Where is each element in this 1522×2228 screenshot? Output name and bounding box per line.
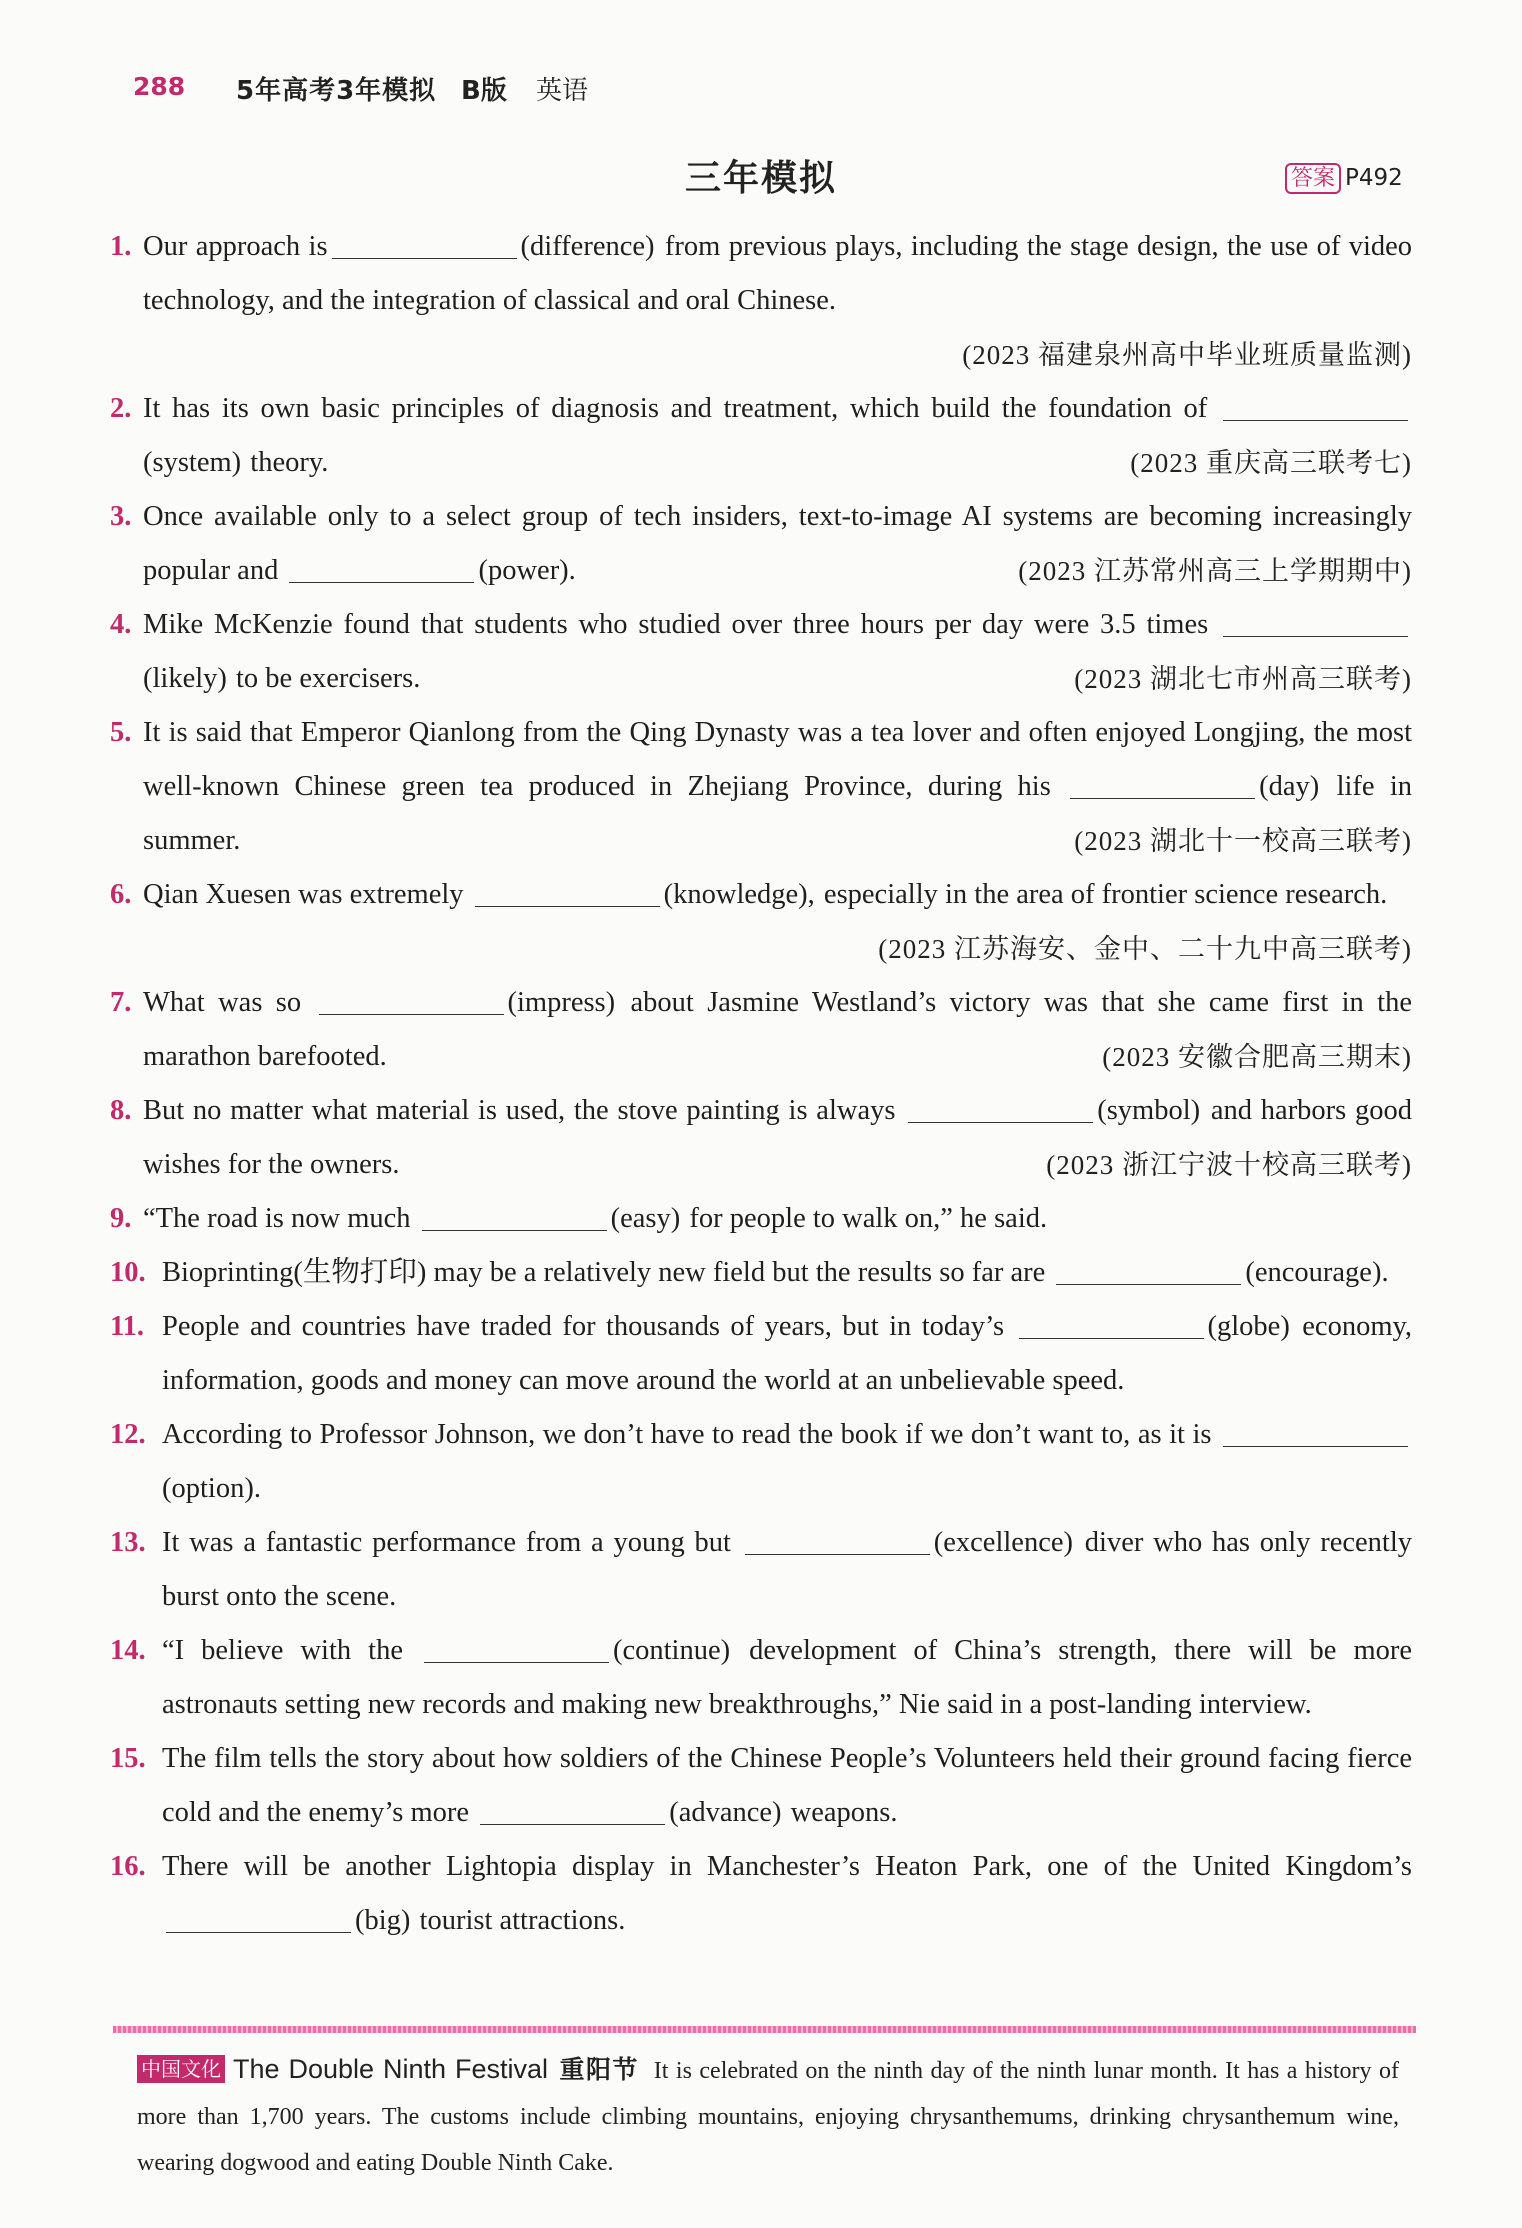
question-source: (2023 江苏常州高三上学期期中) [1018, 556, 1412, 586]
question-item [110, 1624, 1412, 1732]
question-text: from previous plays, including the stage design, the use of video technology, and the integration of classical and oral Chinese. [143, 231, 1413, 316]
question-source: (2023 重庆高三联考七) [1130, 448, 1412, 478]
question-text: Mike McKenzie found that students who studied over three hours per day were 3.5 times [143, 609, 1209, 640]
question-item [110, 1246, 1412, 1300]
word-hint: (option). [162, 1473, 261, 1504]
answer-blank[interactable] [1056, 1254, 1241, 1285]
question-number: 10. [110, 1257, 146, 1288]
question-text: Our approach is [143, 231, 328, 262]
question-text: tourist attractions. [419, 1905, 626, 1936]
section-title: 三年模拟 [684, 158, 837, 199]
answer-blank[interactable] [422, 1200, 607, 1231]
question-item [110, 1516, 1412, 1624]
question-item [110, 1840, 1412, 1948]
book-title: 5年高考3年模拟 [236, 76, 437, 106]
question-text: Qian Xuesen was extremely [143, 879, 464, 910]
question-source: (2023 安徽合肥高三期末) [1102, 1042, 1412, 1072]
question-text: for people to walk on,” he said. [689, 1203, 1048, 1234]
question-item [110, 220, 1412, 382]
answer-blank[interactable] [1019, 1308, 1204, 1339]
word-hint: (likely) [143, 663, 227, 694]
question-source: (2023 湖北十一校高三联考) [1074, 826, 1412, 856]
culture-tag: 中国文化 [137, 2055, 225, 2083]
word-hint: (day) [1259, 771, 1320, 802]
edition-label: B版 [461, 76, 507, 106]
question-text: What was so [143, 987, 302, 1018]
question-text: The film tells the story about how soldiers of the Chinese People’s Volunteers held their ground facing fierce cold and the enemy’s more [162, 1743, 1412, 1828]
question-item [110, 1732, 1412, 1840]
word-hint: (excellence) [933, 1527, 1073, 1558]
word-hint: (encourage). [1245, 1257, 1389, 1288]
question-item [110, 1192, 1412, 1246]
question-number: 9. [110, 1203, 132, 1234]
question-text: especially in the area of frontier science research. [823, 879, 1388, 910]
question-item [110, 490, 1412, 598]
question-item [110, 1084, 1412, 1192]
answer-blank[interactable] [332, 228, 517, 259]
question-text: People and countries have traded for thousands of years, but in today’s [162, 1311, 1005, 1342]
answer-blank[interactable] [319, 984, 504, 1015]
question-number: 5. [110, 717, 132, 748]
question-number: 16. [110, 1851, 146, 1882]
question-number: 13. [110, 1527, 146, 1558]
page-header [0, 68, 1522, 108]
question-item [110, 382, 1412, 490]
answer-reference[interactable] [1285, 163, 1403, 194]
question-number: 4. [110, 609, 132, 640]
question-item [110, 1300, 1412, 1408]
answer-blank[interactable] [745, 1524, 930, 1555]
question-source: (2023 福建泉州高中毕业班质量监测) [962, 340, 1412, 370]
question-number: 15. [110, 1743, 146, 1774]
question-text: economy, information, goods and money can move around the world at an unbelievable speed. [162, 1311, 1413, 1396]
answer-blank[interactable] [1070, 768, 1255, 799]
question-source: (2023 浙江宁波十校高三联考) [1046, 1150, 1412, 1180]
answer-page: P492 [1345, 165, 1403, 191]
question-text: and harbors good wishes for the owners. [143, 1095, 1413, 1180]
answer-badge: 答案 [1285, 163, 1341, 194]
word-hint: (continue) [613, 1635, 731, 1666]
question-text: There will be another Lightopia display in Manchester’s Heaton Park, one of the United Kingdom’s [162, 1851, 1412, 1882]
word-hint: (difference) [520, 231, 655, 262]
question-item [110, 1408, 1412, 1516]
culture-title-cn: 重阳节 [558, 2055, 639, 2084]
question-text: It has its own basic principles of diagnosis and treatment, which build the foundation of [143, 393, 1208, 424]
question-text: diver who has only recently burst onto the scene. [162, 1527, 1413, 1612]
question-text: According to Professor Johnson, we don’t have to read the book if we don’t want to, as it is [162, 1419, 1212, 1450]
question-number: 8. [110, 1095, 132, 1126]
answer-blank[interactable] [166, 1902, 351, 1933]
word-hint: (globe) [1207, 1311, 1290, 1342]
question-text: It is said that Emperor Qianlong from the Qing Dynasty was a tea lover and often enjoyed Longjing, the most well-known Chinese green tea produced in Zhejiang Province, during his [143, 717, 1412, 802]
answer-blank[interactable] [475, 876, 660, 907]
word-hint: (big) [355, 1905, 411, 1936]
question-number: 1. [110, 231, 132, 262]
answer-blank[interactable] [1223, 606, 1408, 637]
question-number: 6. [110, 879, 132, 910]
question-text: It was a fantastic performance from a young but [162, 1527, 731, 1558]
answer-blank[interactable] [424, 1632, 609, 1663]
answer-blank[interactable] [480, 1794, 665, 1825]
question-text: to be exercisers. [236, 663, 421, 694]
question-text: theory. [250, 447, 329, 478]
question-number: 11. [110, 1311, 145, 1342]
question-source: (2023 湖北七市州高三联考) [1074, 664, 1412, 694]
question-text: “The road is now much [143, 1203, 411, 1234]
question-list [110, 220, 1412, 1948]
question-number: 14. [110, 1635, 146, 1666]
answer-blank[interactable] [908, 1092, 1093, 1123]
question-text: But no matter what material is used, the stove painting is always [143, 1095, 896, 1126]
answer-blank[interactable] [289, 552, 474, 583]
question-text: Once available only to a select group of tech insiders, text-to-image AI systems are becoming increasingly popular and [143, 501, 1412, 586]
question-text: about Jasmine Westland’s victory was that she came first in the marathon barefooted. [143, 987, 1412, 1072]
question-number: 12. [110, 1419, 146, 1450]
question-text: development of China’s strength, there will be more astronauts setting new records and making new breakthroughs,” Nie said in a post-landing interview. [162, 1635, 1413, 1720]
culture-note [137, 2046, 1399, 2186]
word-hint: (symbol) [1097, 1095, 1201, 1126]
answer-blank[interactable] [1223, 1416, 1408, 1447]
page-number: 288 [133, 72, 186, 101]
question-number: 2. [110, 393, 132, 424]
culture-text: It is celebrated on the ninth day of the ninth lunar month. It has a history of more than 1,700 years. The customs include climbing mountains, enjoying chrysanthemums, drinking chrysanthemum wine, wearing dogwood and eating Double Ninth Cake. [137, 2058, 1399, 2176]
word-hint: (advance) [669, 1797, 782, 1828]
question-item [110, 868, 1412, 976]
question-number: 3. [110, 501, 132, 532]
word-hint: (knowledge), [663, 879, 815, 910]
word-hint: (easy) [610, 1203, 681, 1234]
question-item [110, 976, 1412, 1084]
question-number: 7. [110, 987, 132, 1018]
subject-label: 英语 [536, 76, 589, 106]
question-text: Bioprinting(生物打印) may be a relatively new field but the results so far are [162, 1257, 1046, 1288]
word-hint: (impress) [507, 987, 616, 1018]
question-source: (2023 江苏海安、金中、二十九中高三联考) [878, 934, 1412, 964]
question-item [110, 598, 1412, 706]
culture-title-en: The Double Ninth Festival [233, 2054, 549, 2084]
question-text: “I believe with the [162, 1635, 403, 1666]
question-text: weapons. [790, 1797, 898, 1828]
answer-blank[interactable] [1223, 390, 1408, 421]
question-text: life in summer. [143, 771, 1413, 856]
word-hint: (system) [143, 447, 242, 478]
word-hint: (power). [478, 555, 576, 586]
question-item [110, 706, 1412, 868]
section-divider [113, 2026, 1416, 2033]
